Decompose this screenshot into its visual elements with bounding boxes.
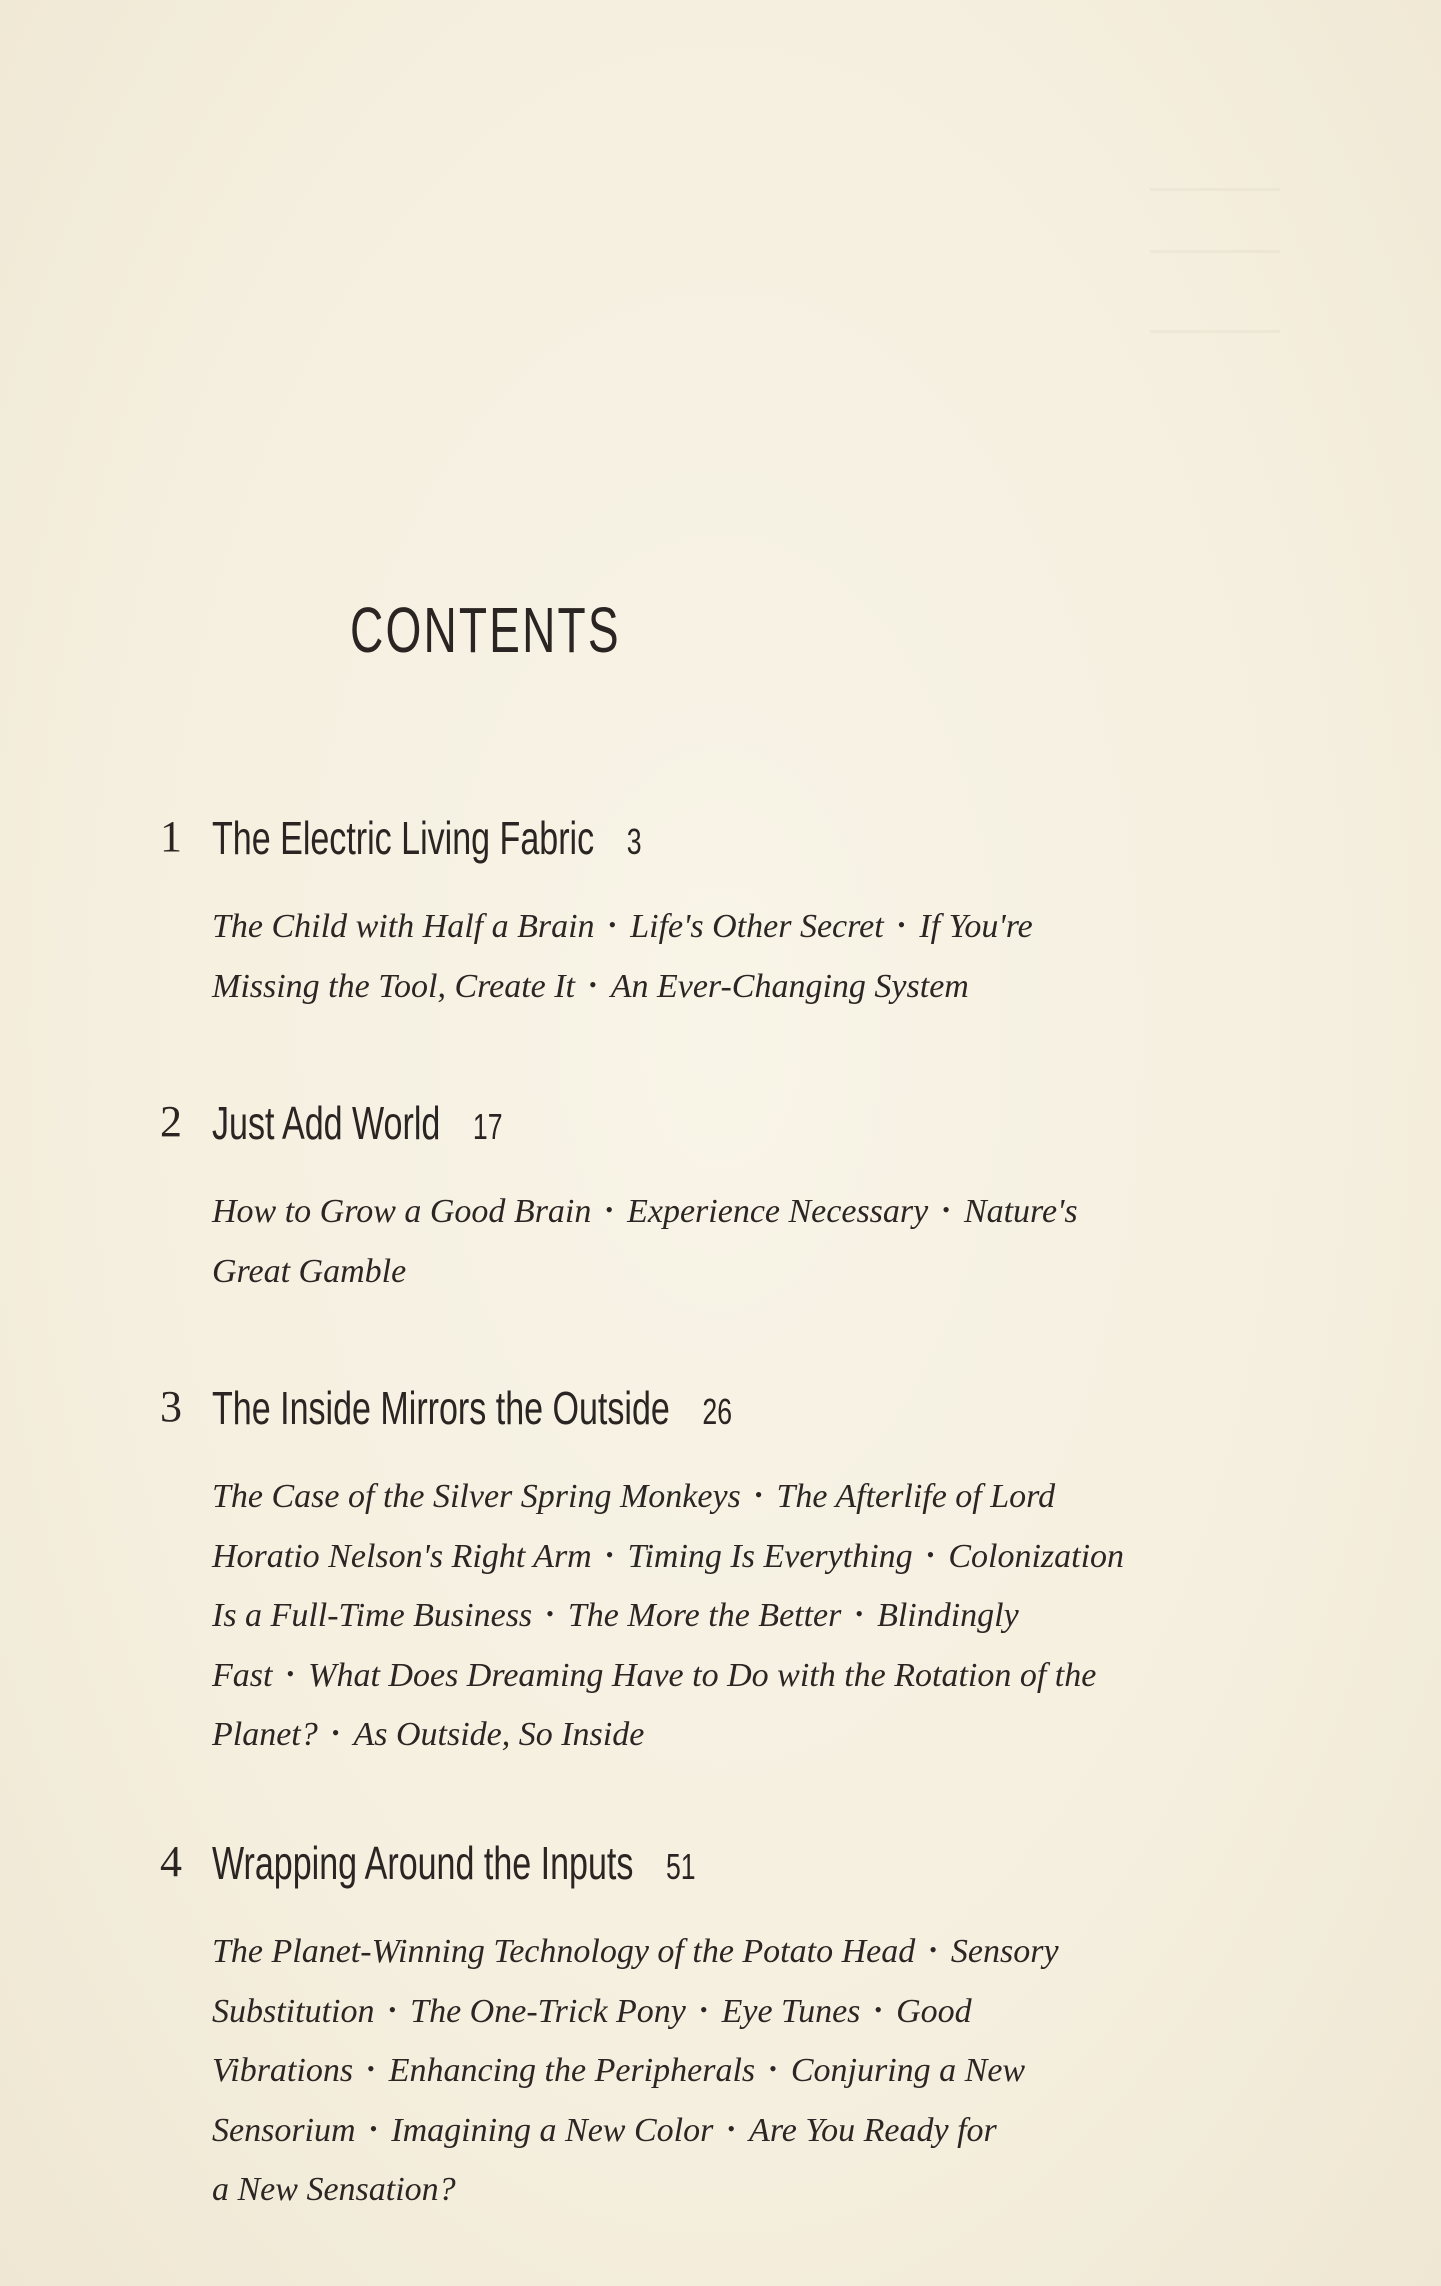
chapter-number: 4 xyxy=(160,1837,182,1886)
bullet-separator: • xyxy=(286,1660,295,1686)
bullet-separator: • xyxy=(369,2115,378,2141)
bullet-separator: • xyxy=(855,1601,864,1627)
section-title: The Planet-Winning Technology of the Potato Head xyxy=(212,1933,916,1970)
section-title: Sensory xyxy=(950,1933,1059,1970)
chapter-page-number: 3 xyxy=(626,821,642,862)
section-title: Imagining a New Color xyxy=(391,2111,714,2149)
bullet-separator: • xyxy=(926,1541,935,1567)
section-line xyxy=(212,1529,1222,1589)
section-title: Blindingly xyxy=(877,1597,1019,1635)
section-line xyxy=(212,1924,1222,1984)
bullet-separator: • xyxy=(367,2056,375,2082)
chapter-title: The Inside Mirrors the Outside xyxy=(212,1382,670,1434)
section-title: Colonization xyxy=(948,1537,1125,1575)
section-list xyxy=(212,899,1222,1018)
bullet-separator: • xyxy=(874,1996,883,2022)
section-line xyxy=(212,2043,1222,2103)
section-title: What Does Dreaming Have to Do with the Rotation of the xyxy=(308,1656,1097,1694)
chapter-page-number: 26 xyxy=(702,1391,733,1432)
section-line xyxy=(212,899,1222,959)
bullet-separator: • xyxy=(589,971,597,997)
section-title: Great Gamble xyxy=(212,1252,407,1290)
section-title: The More the Better xyxy=(567,1597,842,1635)
chapter-entry[interactable] xyxy=(160,812,1260,1018)
bleed-through-mark xyxy=(1150,188,1280,191)
section-line xyxy=(212,1588,1222,1648)
bullet-separator: • xyxy=(727,2115,736,2141)
section-title: An Ever-Changing System xyxy=(610,967,969,1005)
section-title: If You're xyxy=(919,908,1033,945)
section-title: Missing the Tool, Create It xyxy=(212,967,575,1005)
section-title: Good xyxy=(896,1992,972,2030)
section-title: Is a Full-Time Business xyxy=(212,1597,533,1635)
section-title: Horatio Nelson's Right Arm xyxy=(212,1537,592,1575)
page-title: CONTENTS xyxy=(350,594,621,666)
section-line xyxy=(212,1648,1222,1708)
chapter-page-number: 17 xyxy=(472,1106,503,1147)
bleed-through-mark xyxy=(1150,250,1280,253)
chapter-heading xyxy=(160,812,1260,875)
section-line xyxy=(212,959,1222,1019)
bullet-separator: • xyxy=(769,2056,777,2082)
section-title: a New Sensation? xyxy=(212,2171,456,2209)
section-title: How to Grow a Good Brain xyxy=(212,1193,592,1230)
section-list xyxy=(212,1469,1222,1767)
chapter-heading xyxy=(160,1097,1260,1160)
section-list xyxy=(212,1184,1222,1300)
chapter-page-number: 51 xyxy=(665,1846,696,1887)
section-title: As Outside, So Inside xyxy=(353,1716,645,1754)
chapter-entry[interactable] xyxy=(160,1382,1260,1767)
section-title: The One-Trick Pony xyxy=(410,1992,686,2030)
section-title: The Afterlife of Lord xyxy=(776,1478,1056,1515)
section-line xyxy=(212,2103,1222,2163)
section-line xyxy=(212,2162,1222,2219)
chapter-entry[interactable] xyxy=(160,1837,1260,2219)
section-line xyxy=(212,1984,1222,2044)
section-title: Life's Other Secret xyxy=(630,908,884,945)
chapter-title: The Electric Living Fabric xyxy=(212,812,595,864)
bleed-through-mark xyxy=(1150,330,1280,333)
bullet-separator: • xyxy=(942,1197,950,1222)
chapter-title: Wrapping Around the Inputs xyxy=(212,1837,634,1889)
chapter-title: Just Add World xyxy=(212,1097,441,1149)
section-title: Substitution xyxy=(212,1992,375,2030)
section-title: Are You Ready for xyxy=(749,2111,997,2149)
chapter-number: 3 xyxy=(160,1382,182,1431)
chapter-entry[interactable] xyxy=(160,1097,1260,1300)
section-line xyxy=(212,1707,1222,1767)
bullet-separator: • xyxy=(331,1720,340,1746)
section-title: Eye Tunes xyxy=(721,1992,861,2030)
bullet-separator: • xyxy=(608,912,617,937)
bullet-separator: • xyxy=(605,1541,614,1567)
section-list xyxy=(212,1924,1222,2219)
section-title: Experience Necessary xyxy=(627,1193,929,1230)
bullet-separator: • xyxy=(546,1601,554,1627)
section-title: Vibrations xyxy=(212,2052,354,2090)
bullet-separator: • xyxy=(699,1996,708,2022)
bullet-separator: • xyxy=(754,1482,763,1507)
chapter-number: 2 xyxy=(160,1097,182,1146)
chapter-heading xyxy=(160,1382,1260,1445)
section-line xyxy=(212,1244,1222,1301)
section-title: The Child with Half a Brain xyxy=(212,908,595,945)
bullet-separator: • xyxy=(897,912,906,937)
section-title: Conjuring a New xyxy=(790,2052,1026,2090)
chapter-number: 1 xyxy=(160,812,182,861)
bullet-separator: • xyxy=(605,1197,614,1222)
chapter-heading xyxy=(160,1837,1260,1900)
section-title: Timing Is Everything xyxy=(627,1537,913,1575)
section-line xyxy=(212,1469,1222,1529)
section-title: The Case of the Silver Spring Monkeys xyxy=(212,1478,741,1515)
section-title: Fast xyxy=(212,1656,273,1694)
section-title: Enhancing the Peripherals xyxy=(388,2052,756,2090)
section-title: Planet? xyxy=(212,1716,318,1754)
bullet-separator: • xyxy=(929,1937,937,1962)
bullet-separator: • xyxy=(388,1996,397,2022)
section-title: Sensorium xyxy=(212,2111,356,2149)
section-title: Nature's xyxy=(963,1193,1078,1230)
section-line xyxy=(212,1184,1222,1244)
